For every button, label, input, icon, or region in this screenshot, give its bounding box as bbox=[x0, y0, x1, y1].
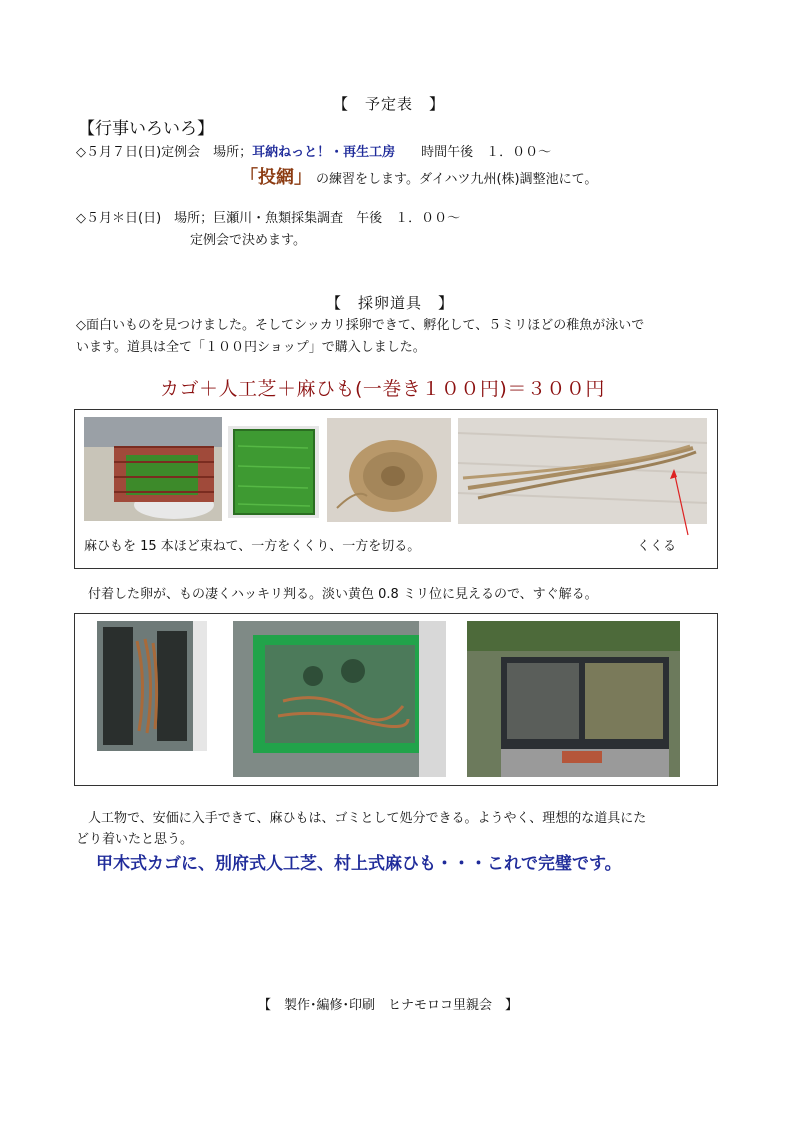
eggs-tank-photo bbox=[233, 621, 446, 777]
event1-prefix: ◇５月７日(日)定例会 場所； bbox=[76, 145, 253, 160]
arrow-label: くくる bbox=[637, 539, 677, 554]
conclusion: 甲木式カゴに、別府式人工芝、村上式麻ひも・・・これで完璧です。 bbox=[96, 854, 622, 874]
summary-line2: どり着いたと思う。 bbox=[76, 832, 194, 847]
event1-place: 耳納ねっと！・再生工房 bbox=[252, 145, 396, 160]
eggs-note: 付着した卵が、もの凄くハッキリ判る。淡い黄色 0.8 ミリ位に見えるので、すぐ解る。 bbox=[88, 587, 598, 602]
event2-line: ◇５月＊日(日) 場所；巨瀬川・魚類採集調査 午後 １．００～ bbox=[76, 211, 461, 226]
tools-heading: 【 採卵道具 】 bbox=[326, 294, 455, 312]
turf-photo bbox=[228, 426, 319, 518]
event1-desc: の練習をします。ダイハツ九州(株)調整池にて。 bbox=[316, 172, 598, 187]
arrow-icon bbox=[660, 465, 700, 540]
twine-roll-photo bbox=[327, 418, 451, 522]
footer-credit: 【 製作･編修･印刷 ヒナモロコ里親会 】 bbox=[258, 998, 519, 1013]
cost-formula: カゴ＋人工芝＋麻ひも(一巻き１００円)＝３００円 bbox=[160, 378, 605, 400]
events-title: 【行事いろいろ】 bbox=[78, 119, 214, 139]
event1-time: 時間午後 １．００～ bbox=[421, 145, 552, 160]
event2-note: 定例会で決めます。 bbox=[190, 233, 306, 248]
eggs-closeup-photo bbox=[97, 621, 207, 751]
event1-highlight: 「投網」 bbox=[240, 167, 312, 188]
schedule-heading: 【 予定表 】 bbox=[333, 95, 446, 113]
tools-intro-line2: います。道具は全て「１００円ショップ」で購入しました。 bbox=[76, 340, 426, 355]
tools-intro-line1: ◇面白いものを見つけました。そしてシッカリ採卵できて、孵化して、５ミリほどの稚魚が泳いで bbox=[76, 318, 645, 333]
basket-photo bbox=[84, 417, 222, 521]
event1-detail bbox=[240, 164, 597, 192]
event1-line bbox=[76, 143, 551, 163]
summary-line1: 人工物で、安価に入手できて、麻ひもは、ゴミとして処分できる。ようやく、理想的な道具にた bbox=[88, 811, 647, 826]
eggs-container-photo bbox=[467, 621, 680, 777]
twine-caption: 麻ひもを 15 本ほど束ねて、一方をくくり、一方を切る。 bbox=[84, 539, 421, 554]
